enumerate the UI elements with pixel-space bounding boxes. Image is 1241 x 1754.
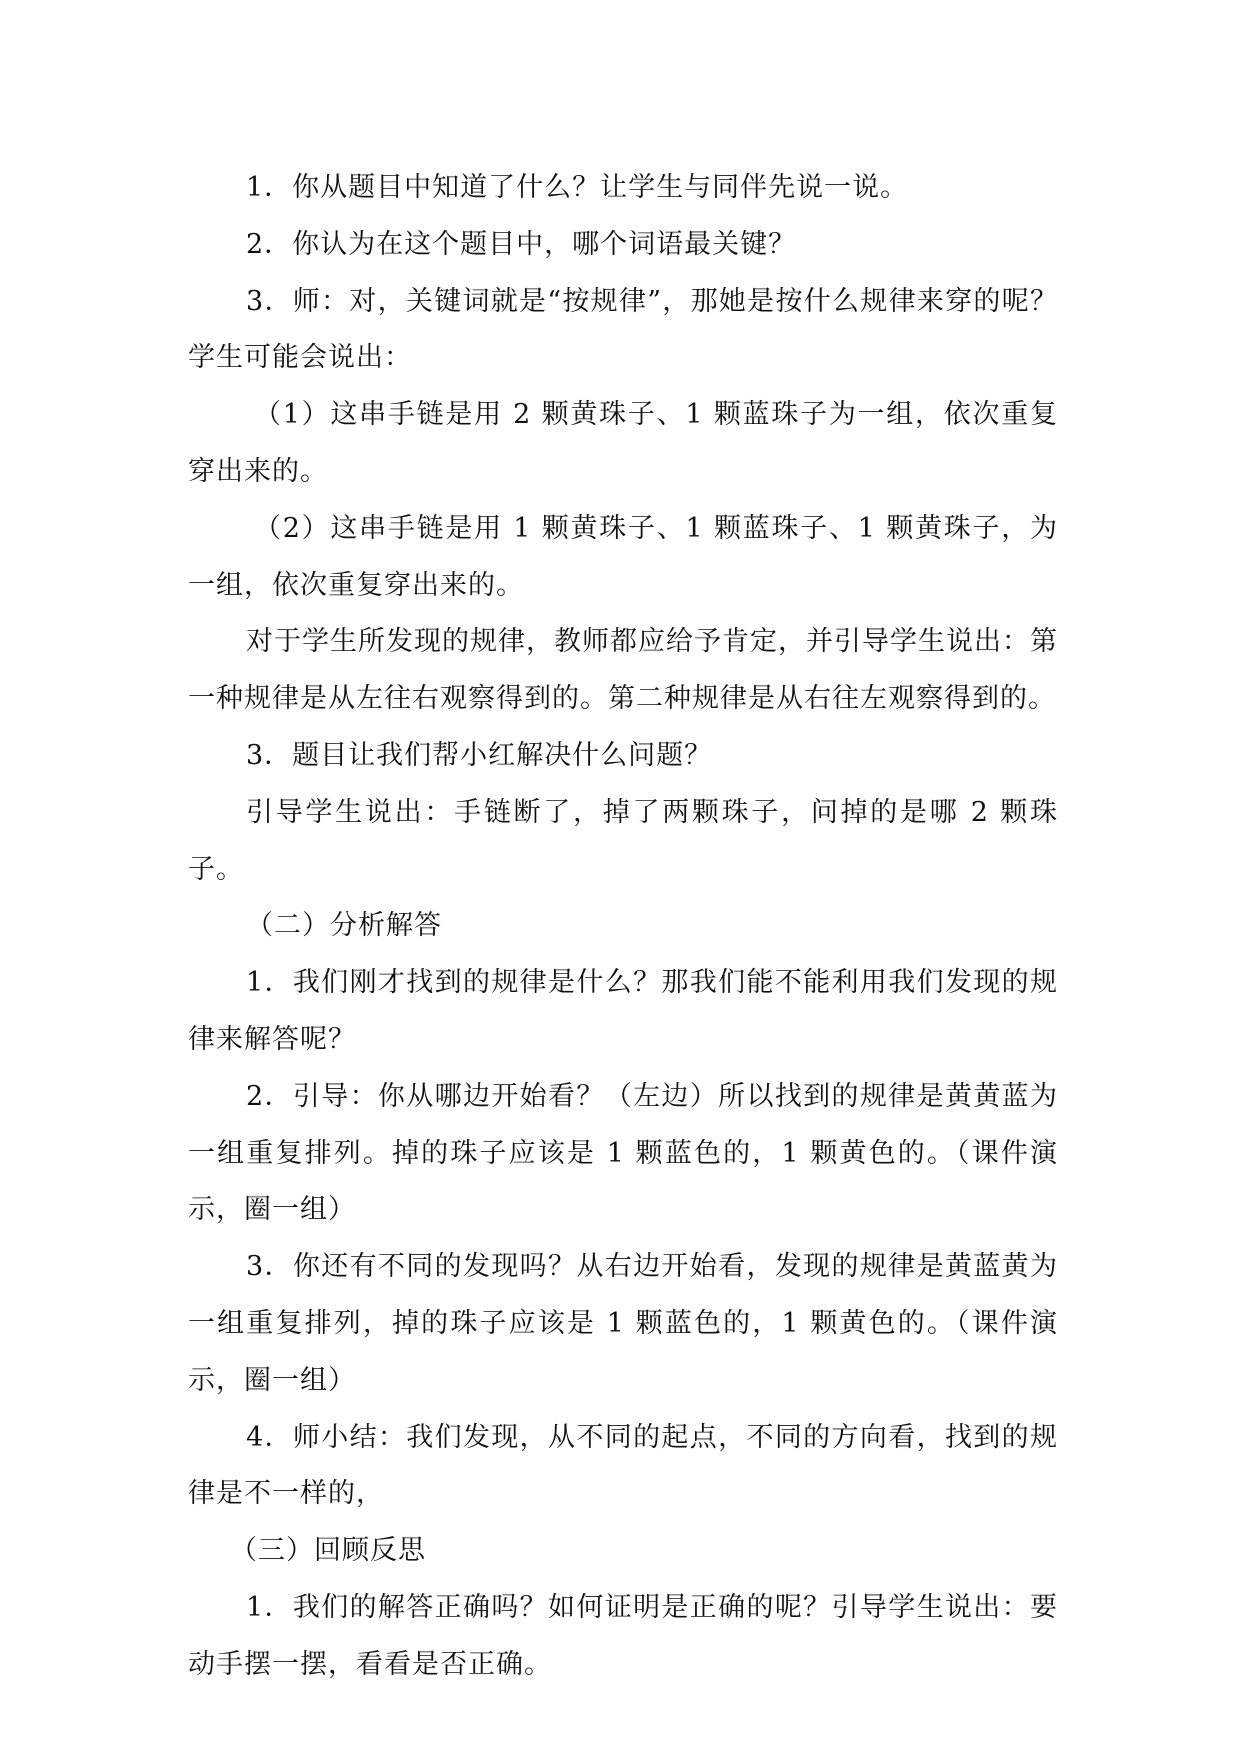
paragraph-question-1: 1．你从题目中知道了什么？让学生与同伴先说一说。: [246, 172, 909, 203]
paragraph-summary: 4．师小结：我们发现，从不同的起点，不同的方向看，找到的规律是不一样的，: [188, 1421, 1058, 1510]
paragraph-guide-answer: 引导学生说出：手链断了，掉了两颗珠子，问掉的是哪 2 颗珠子。: [188, 796, 1058, 885]
document-body: [188, 160, 1058, 1694]
paragraph-affirmation: 对于学生所发现的规律，教师都应给予肯定，并引导学生说出：第一种规律是从左往右观察得到的。第二种规律是从右往左观察得到的。: [188, 626, 1058, 715]
paragraph-analysis-3: 3．你还有不同的发现吗？从右边开始看，发现的规律是黄蓝黄为一组重复排列，掉的珠子应该是 1 颗蓝色的，1 颗黄色的。（课件演示，圈一组）: [188, 1251, 1058, 1396]
paragraph-review-1: 1．我们的解答正确吗？如何证明是正确的呢？引导学生说出：要动手摆一摆，看看是否正确。: [188, 1591, 1058, 1680]
paragraph-rule-2: （2）这串手链是用 1 颗黄珠子、1 颗蓝珠子、1 颗黄珠子，为一组，依次重复穿出来的。: [188, 512, 1058, 601]
paragraph-teacher-keyword: 3．师：对，关键词就是“按规律”，那她是按什么规律来穿的呢？学生可能会说出：: [188, 285, 1058, 374]
paragraph-analysis-1: 1．我们刚才找到的规律是什么？那我们能不能利用我们发现的规律来解答呢？: [188, 967, 1058, 1055]
section-heading-analysis: （二）分析解答: [246, 910, 442, 942]
paragraph-question-2: 2．你认为在这个题目中，哪个词语最关键？: [246, 228, 797, 260]
section-heading-review: （三）回顾反思: [230, 1535, 426, 1567]
paragraph-rule-1: （1）这串手链是用 2 颗黄珠子、1 颗蓝珠子为一组，依次重复穿出来的。: [188, 399, 1058, 487]
paragraph-question-3: 3．题目让我们帮小红解决什么问题？: [246, 739, 713, 771]
paragraph-analysis-2: 2．引导：你从哪边开始看？（左边）所以找到的规律是黄黄蓝为一组重复排列。掉的珠子应该是 1 颗蓝色的，1 颗黄色的。（课件演示，圈一组）: [188, 1080, 1058, 1226]
